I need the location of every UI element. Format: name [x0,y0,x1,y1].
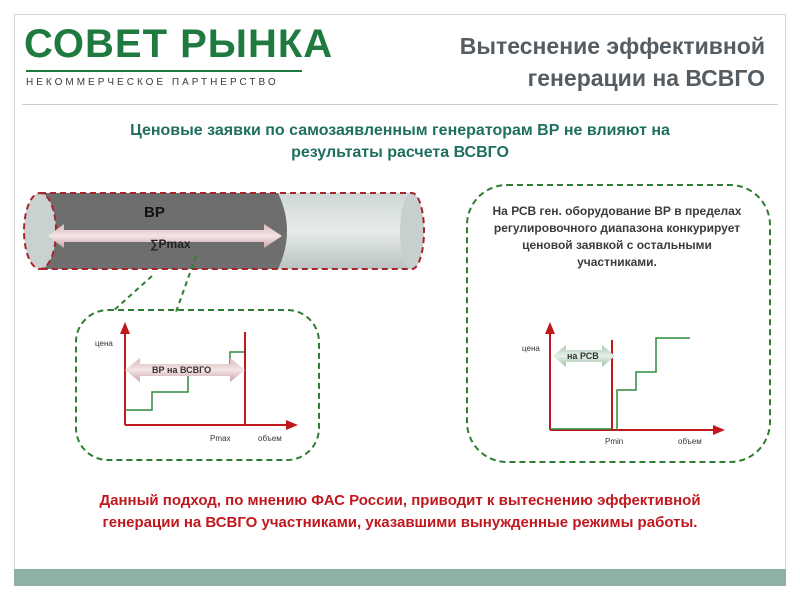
left-price-curve [125,352,244,410]
right-price-curve [617,338,690,430]
page-title-line-1: Вытеснение эффективной [459,33,765,59]
left-pmax-label: Pmax [210,434,231,443]
footer-note-line-1: Данный подход, по мнению ФАС России, приводит к вытеснению эффективной [99,492,701,509]
cylinder-vr-label: ВР [144,204,165,221]
left-arrow-label: ВР на ВСВГО [152,365,212,375]
cylinder-sum-label: ∑Pmax [150,237,191,251]
cylinder-diagram [24,193,424,269]
left-y-label: цена [95,339,113,348]
page-title-line-2: генерации на ВСВГО [527,65,765,91]
right-y-axis-arrow [545,322,555,334]
right-step-chart [522,322,725,446]
right-pmin-label: Pmin [605,437,624,446]
logo-text: СОВЕТ РЫНКА [24,22,334,66]
left-step-chart [95,322,298,443]
right-x-label: объем [678,437,702,446]
right-note-text: На РСВ ген. оборудование ВР в пределах регулировочного диапазона конкурирует ценовой заявкой с остальными участниками. [492,204,742,269]
left-callout-box [76,310,319,460]
subtitle-line-2: результаты расчета ВСВГО [291,144,509,161]
bottom-band [14,569,786,586]
footer-note-line-2: генерации на ВСВГО участниками, указавшими вынужденные режимы работы. [102,514,698,531]
logo-subtitle: НЕКОММЕРЧЕСКОЕ ПАРТНЕРСТВО [26,77,279,88]
left-x-label: объем [258,434,282,443]
right-x-axis-arrow [713,425,725,435]
right-arrow-label: на РСВ [567,351,599,361]
cylinder-front-face [24,193,56,269]
footer-note [30,490,770,534]
subtitle-line-1: Ценовые заявки по самозаявленным генераторам ВР не влияют на [130,122,670,139]
callout-connector-left [112,276,152,312]
left-y-axis-arrow [120,322,130,334]
right-y-label: цена [522,344,540,353]
left-x-axis-arrow [286,420,298,430]
